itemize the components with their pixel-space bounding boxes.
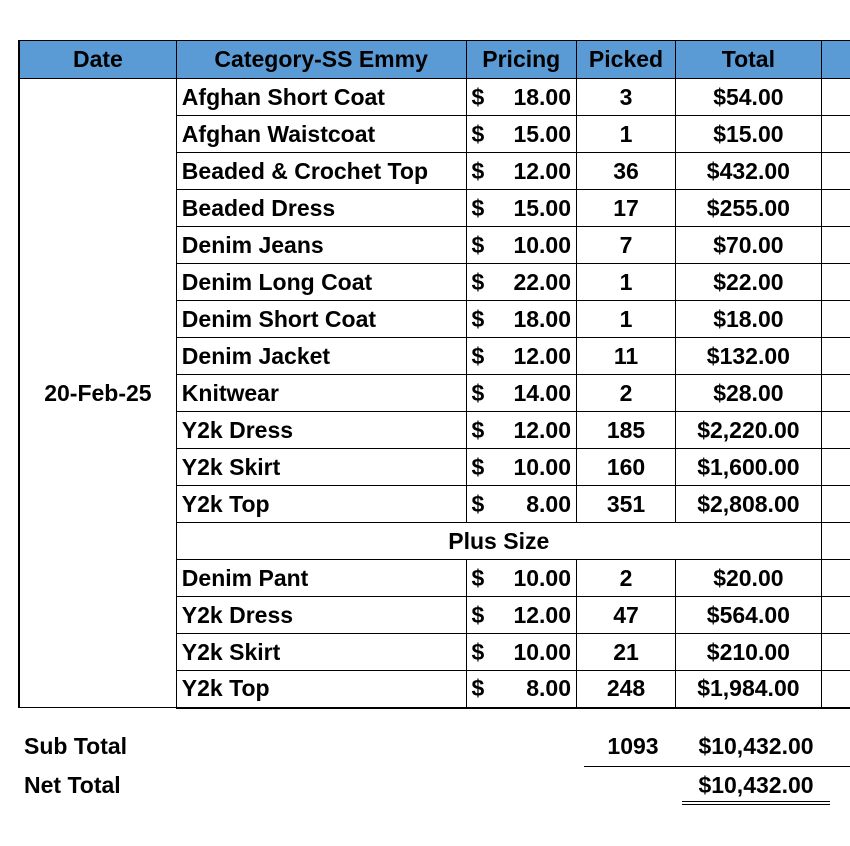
category-cell[interactable]: Denim Jeans (176, 227, 466, 264)
header-total[interactable]: Total (676, 41, 822, 79)
price-value: 10.00 (513, 638, 571, 665)
pricing-cell[interactable] (466, 560, 576, 597)
picked-cell[interactable]: 1 (577, 264, 676, 301)
picked-cell[interactable]: 3 (577, 79, 676, 116)
picked-cell[interactable]: 2 (577, 375, 676, 412)
extra-cell[interactable] (821, 153, 850, 190)
total-cell[interactable]: $54.00 (676, 79, 822, 116)
pricing-cell[interactable] (466, 190, 576, 227)
pricing-cell[interactable] (466, 449, 576, 486)
price-value: 8.00 (526, 490, 571, 517)
currency-symbol: $ (471, 268, 485, 295)
total-cell[interactable]: $132.00 (676, 338, 822, 375)
pricing-cell[interactable] (466, 301, 576, 338)
net-total-row (0, 772, 850, 806)
category-cell[interactable]: Y2k Dress (176, 597, 466, 634)
plus-size-header[interactable]: Plus Size (176, 523, 821, 560)
currency-symbol: $ (471, 83, 485, 110)
pricing-cell[interactable] (466, 153, 576, 190)
pricing-table (18, 40, 850, 709)
extra-cell[interactable] (821, 449, 850, 486)
picked-cell[interactable]: 47 (577, 597, 676, 634)
pricing-cell[interactable] (466, 412, 576, 449)
extra-cell[interactable] (821, 560, 850, 597)
table-body (19, 79, 850, 708)
total-cell[interactable]: $1,600.00 (676, 449, 822, 486)
sub-total-picked[interactable]: 1093 (607, 733, 659, 759)
net-total-value[interactable]: $10,432.00 (698, 772, 814, 798)
picked-cell[interactable]: 7 (577, 227, 676, 264)
price-value: 8.00 (526, 675, 571, 702)
category-cell[interactable]: Knitwear (176, 375, 466, 412)
currency-symbol: $ (471, 453, 485, 480)
category-cell[interactable]: Y2k Skirt (176, 449, 466, 486)
extra-cell[interactable] (821, 79, 850, 116)
currency-symbol: $ (471, 416, 485, 443)
pricing-cell[interactable] (466, 227, 576, 264)
picked-cell[interactable]: 1 (577, 116, 676, 153)
picked-cell[interactable]: 2 (577, 560, 676, 597)
picked-cell[interactable]: 17 (577, 190, 676, 227)
total-cell[interactable]: $20.00 (676, 560, 822, 597)
picked-cell[interactable]: 21 (577, 634, 676, 671)
total-cell[interactable]: $210.00 (676, 634, 822, 671)
category-cell[interactable]: Beaded & Crochet Top (176, 153, 466, 190)
picked-cell[interactable]: 160 (577, 449, 676, 486)
total-cell[interactable]: $2,220.00 (676, 412, 822, 449)
net-total-label: Net Total (24, 772, 121, 798)
extra-cell[interactable] (821, 671, 850, 708)
net-total-double-underline (682, 801, 830, 805)
picked-cell[interactable]: 1 (577, 301, 676, 338)
header-picked[interactable]: Picked (577, 41, 676, 79)
header-extra-cell[interactable] (821, 41, 850, 79)
extra-cell[interactable] (821, 634, 850, 671)
total-cell[interactable]: $28.00 (676, 375, 822, 412)
header-category[interactable]: Category-SS Emmy (176, 41, 466, 79)
category-cell[interactable]: Y2k Dress (176, 412, 466, 449)
pricing-cell[interactable] (466, 338, 576, 375)
extra-cell[interactable] (821, 116, 850, 153)
category-cell[interactable]: Denim Long Coat (176, 264, 466, 301)
picked-cell[interactable]: 11 (577, 338, 676, 375)
extra-cell[interactable] (821, 338, 850, 375)
price-value: 15.00 (513, 120, 571, 147)
currency-symbol: $ (471, 675, 485, 702)
header-date[interactable]: Date (19, 41, 176, 79)
pricing-cell[interactable] (466, 79, 576, 116)
pricing-cell[interactable] (466, 634, 576, 671)
extra-cell[interactable] (821, 227, 850, 264)
total-cell[interactable]: $1,984.00 (676, 671, 822, 708)
sub-total-row (0, 733, 850, 767)
total-cell[interactable]: $432.00 (676, 153, 822, 190)
currency-symbol: $ (471, 564, 485, 591)
pricing-cell[interactable] (466, 597, 576, 634)
category-cell[interactable]: Beaded Dress (176, 190, 466, 227)
picked-cell[interactable]: 185 (577, 412, 676, 449)
price-value: 14.00 (513, 379, 571, 406)
total-cell[interactable]: $18.00 (676, 301, 822, 338)
category-cell[interactable]: Afghan Waistcoat (176, 116, 466, 153)
picked-cell[interactable]: 36 (577, 153, 676, 190)
price-value: 12.00 (513, 157, 571, 184)
price-value: 18.00 (513, 305, 571, 332)
currency-symbol: $ (471, 157, 485, 184)
price-value: 12.00 (513, 601, 571, 628)
currency-symbol: $ (471, 490, 485, 517)
sub-total-underline (584, 766, 850, 767)
picked-cell[interactable]: 351 (577, 486, 676, 523)
sub-total-label: Sub Total (24, 733, 128, 759)
extra-cell[interactable] (821, 597, 850, 634)
extra-cell[interactable] (821, 375, 850, 412)
extra-cell[interactable] (821, 264, 850, 301)
total-cell[interactable]: $70.00 (676, 227, 822, 264)
extra-cell[interactable] (821, 486, 850, 523)
header-row (19, 41, 850, 79)
currency-symbol: $ (471, 120, 485, 147)
price-value: 10.00 (513, 453, 571, 480)
header-pricing[interactable]: Pricing (466, 41, 576, 79)
table-row (19, 79, 850, 116)
total-cell[interactable]: $22.00 (676, 264, 822, 301)
pricing-cell[interactable] (466, 671, 576, 708)
currency-symbol: $ (471, 379, 485, 406)
category-cell[interactable]: Y2k Top (176, 486, 466, 523)
currency-symbol: $ (471, 231, 485, 258)
category-cell[interactable]: Denim Pant (176, 560, 466, 597)
pricing-cell[interactable] (466, 264, 576, 301)
sub-total-value[interactable]: $10,432.00 (698, 733, 814, 759)
price-value: 12.00 (513, 342, 571, 369)
extra-cell[interactable] (821, 412, 850, 449)
extra-cell[interactable] (821, 301, 850, 338)
currency-symbol: $ (471, 342, 485, 369)
price-value: 10.00 (513, 564, 571, 591)
price-value: 10.00 (513, 231, 571, 258)
currency-symbol: $ (471, 601, 485, 628)
total-cell[interactable]: $2,808.00 (676, 486, 822, 523)
category-cell[interactable]: Denim Jacket (176, 338, 466, 375)
price-value: 12.00 (513, 416, 571, 443)
picked-cell[interactable]: 248 (577, 671, 676, 708)
total-cell[interactable]: $564.00 (676, 597, 822, 634)
currency-symbol: $ (471, 194, 485, 221)
total-cell[interactable]: $15.00 (676, 116, 822, 153)
currency-symbol: $ (471, 305, 485, 332)
price-value: 15.00 (513, 194, 571, 221)
category-cell[interactable]: Y2k Skirt (176, 634, 466, 671)
pricing-cell[interactable] (466, 375, 576, 412)
price-value: 22.00 (513, 268, 571, 295)
date-cell[interactable]: 20-Feb-25 (19, 79, 176, 708)
category-cell[interactable]: Y2k Top (176, 671, 466, 708)
category-cell[interactable]: Denim Short Coat (176, 301, 466, 338)
extra-cell[interactable] (821, 190, 850, 227)
extra-cell[interactable] (821, 523, 850, 560)
total-cell[interactable]: $255.00 (676, 190, 822, 227)
currency-symbol: $ (471, 638, 485, 665)
category-cell[interactable]: Afghan Short Coat (176, 79, 466, 116)
pricing-cell[interactable] (466, 116, 576, 153)
pricing-cell[interactable] (466, 486, 576, 523)
price-value: 18.00 (513, 83, 571, 110)
